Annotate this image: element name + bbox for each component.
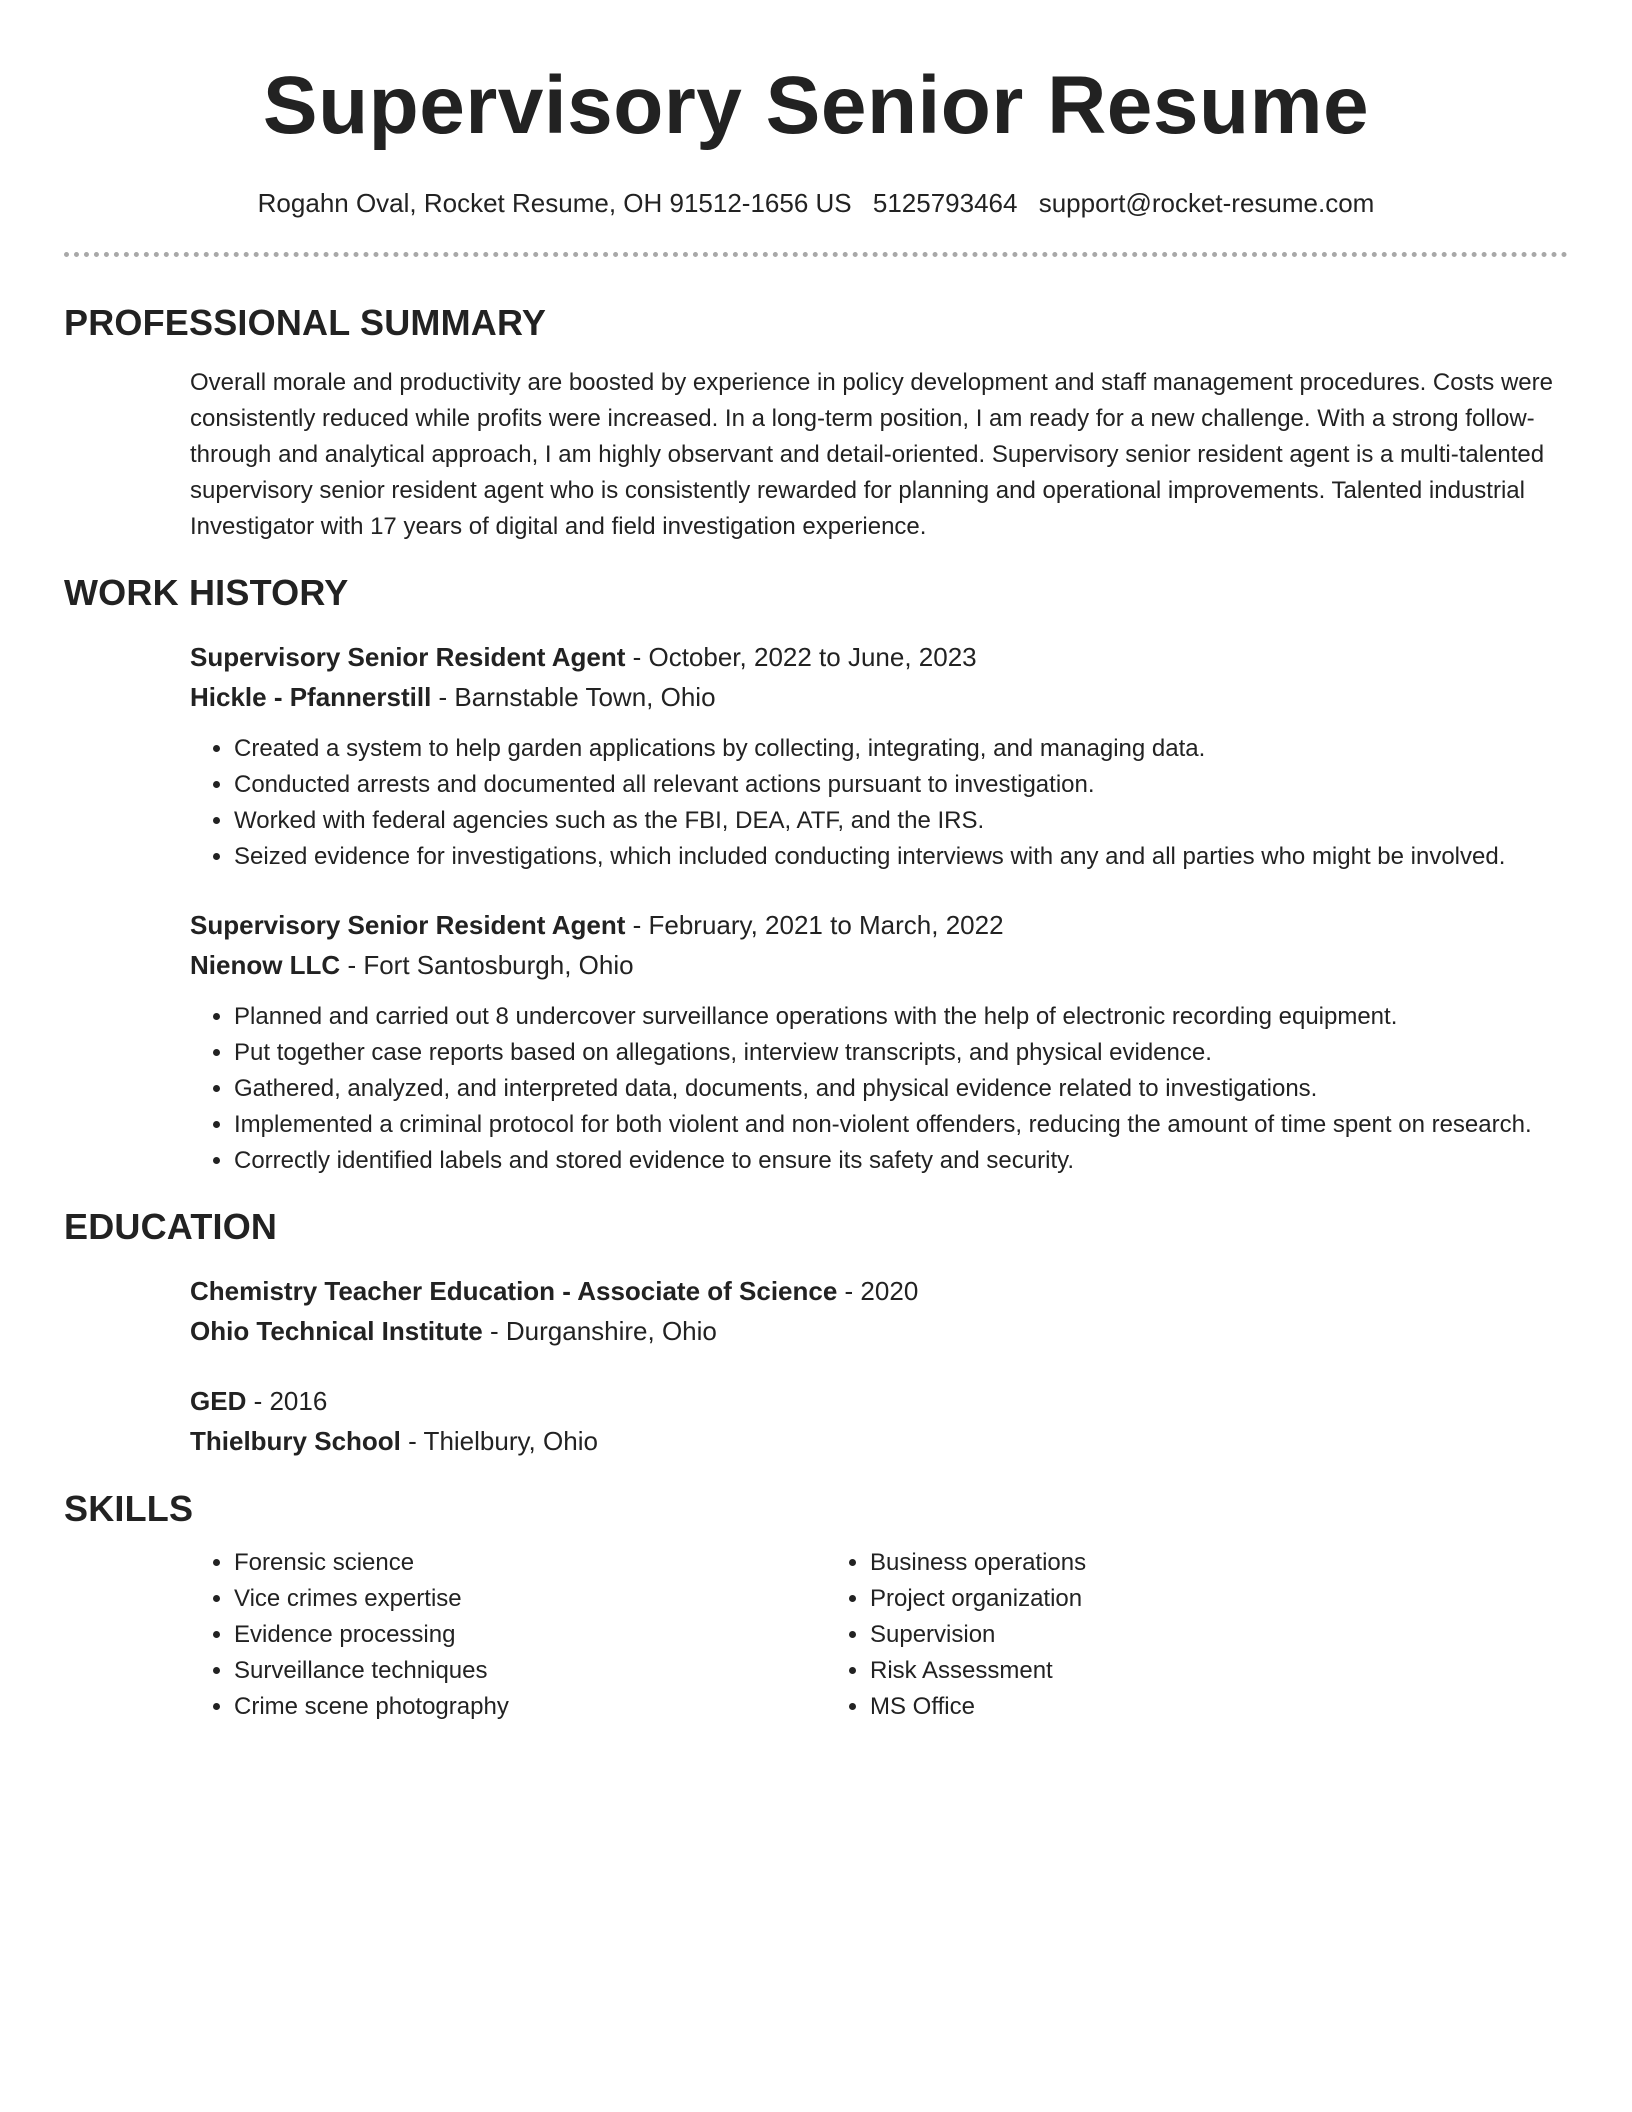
- job-company-line: [190, 677, 1568, 717]
- education-school: Ohio Technical Institute: [190, 1316, 483, 1346]
- job-bullet: • Implemented a criminal protocol for both violent and non-violent offenders, reducing the amount of time spent on research.: [234, 1107, 1568, 1143]
- job-bullet: • Worked with federal agencies such as the FBI, DEA, ATF, and the IRS.: [234, 803, 1568, 839]
- job-title-line: [190, 637, 1568, 677]
- job-location: - Fort Santosburgh, Ohio: [340, 950, 634, 980]
- skill-item: • Business operations: [870, 1545, 1462, 1581]
- education-heading: EDUCATION: [64, 1206, 278, 1247]
- job-bullet: • Seized evidence for investigations, which included conducting interviews with any and all parties who might be involved.: [234, 839, 1568, 875]
- contact-line: [64, 186, 1568, 220]
- job-entry: [190, 637, 1568, 875]
- education-degree: GED: [190, 1386, 247, 1416]
- education-degree-line: [190, 1381, 1568, 1421]
- header-divider: [64, 252, 1568, 257]
- job-bullet: • Put together case reports based on allegations, interview transcripts, and physical evidence.: [234, 1035, 1568, 1071]
- education-location: - Durganshire, Ohio: [482, 1316, 717, 1346]
- job-bullets: [190, 999, 1568, 1179]
- skill-item: • Supervision: [870, 1617, 1462, 1653]
- contact-address: Rogahn Oval, Rocket Resume, OH 91512-1656 US: [257, 188, 852, 218]
- skills-column-left: [190, 1545, 826, 1725]
- education-entry: [190, 1271, 1568, 1351]
- education-degree: Chemistry Teacher Education - Associate of Science: [190, 1276, 838, 1306]
- education-entry: [190, 1381, 1568, 1461]
- job-title-line: [190, 905, 1568, 945]
- job-bullets: [190, 731, 1568, 875]
- education-school-line: [190, 1421, 1568, 1461]
- summary-section: [64, 301, 1568, 545]
- education-location: - Thielbury, Ohio: [400, 1426, 598, 1456]
- job-bullet: • Conducted arrests and documented all relevant actions pursuant to investigation.: [234, 767, 1568, 803]
- education-year: - 2016: [246, 1386, 328, 1416]
- education-degree-line: [190, 1271, 1568, 1311]
- skills-grid: [190, 1545, 1568, 1725]
- job-title: Supervisory Senior Resident Agent: [190, 910, 626, 940]
- job-entry: [190, 905, 1568, 1179]
- job-bullet: • Gathered, analyzed, and interpreted data, documents, and physical evidence related to investigations.: [234, 1071, 1568, 1107]
- job-company-line: [190, 945, 1568, 985]
- skill-item: • Risk Assessment: [870, 1653, 1462, 1689]
- skill-item: • Project organization: [870, 1581, 1462, 1617]
- work-heading: WORK HISTORY: [64, 572, 349, 613]
- work-section: [64, 571, 1568, 1179]
- job-title: Supervisory Senior Resident Agent: [190, 642, 626, 672]
- resume-title: Supervisory Senior Resume: [262, 60, 1370, 151]
- summary-text: Overall morale and productivity are boosted by experience in policy development and staff management procedures. Costs were consistently reduced while profits were increased. In a long-term position, I am ready for a new challenge. With a strong follow-through and analytical approach, I am highly observant and detail-oriented. Supervisory senior resident agent is a multi-talented supervisory senior resident agent who is consistently rewarded for planning and operational improvements. Talented industrial Investigator with 17 years of digital and field investigation experience.: [190, 369, 1553, 540]
- skills-section: [64, 1487, 1568, 1725]
- skill-item: • MS Office: [870, 1689, 1462, 1725]
- skill-item: • Surveillance techniques: [234, 1653, 826, 1689]
- education-year: - 2020: [837, 1276, 919, 1306]
- skills-column-right: [826, 1545, 1462, 1725]
- summary-heading: PROFESSIONAL SUMMARY: [64, 302, 547, 343]
- skill-item: • Crime scene photography: [234, 1689, 826, 1725]
- job-bullet: • Planned and carried out 8 undercover surveillance operations with the help of electronic recording equipment.: [234, 999, 1568, 1035]
- job-bullet: • Created a system to help garden applications by collecting, integrating, and managing data.: [234, 731, 1568, 767]
- skill-item: • Vice crimes expertise: [234, 1581, 826, 1617]
- job-company: Hickle - Pfannerstill: [190, 682, 432, 712]
- job-dates: - February, 2021 to March, 2022: [625, 910, 1004, 940]
- contact-email: support@rocket-resume.com: [1038, 188, 1375, 218]
- education-school: Thielbury School: [190, 1426, 401, 1456]
- job-bullet: • Correctly identified labels and stored evidence to ensure its safety and security.: [234, 1143, 1568, 1179]
- job-dates: - October, 2022 to June, 2023: [625, 642, 977, 672]
- contact-phone: 5125793464: [872, 188, 1018, 218]
- education-section: [64, 1205, 1568, 1461]
- skills-heading: SKILLS: [64, 1488, 194, 1529]
- education-school-line: [190, 1311, 1568, 1351]
- skill-item: • Evidence processing: [234, 1617, 826, 1653]
- job-company: Nienow LLC: [190, 950, 341, 980]
- job-location: - Barnstable Town, Ohio: [431, 682, 716, 712]
- skill-item: • Forensic science: [234, 1545, 826, 1581]
